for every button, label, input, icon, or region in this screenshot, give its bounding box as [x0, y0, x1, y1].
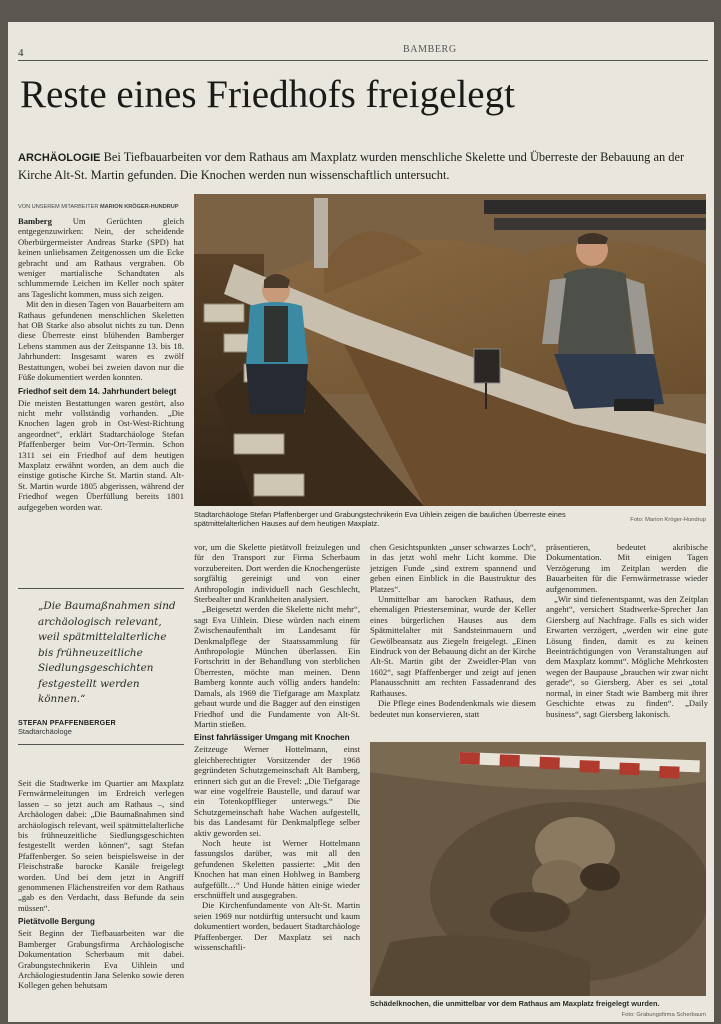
headline: Reste eines Friedhofs freigelegt: [20, 73, 515, 116]
col2-paragraph-1: vor, um die Skelette pietätvoll freizulegen und für den Transport zur Firma Scherbaum vorzubereiten. Dort werden die Knochengerüste sorgfältig gereinigt und von einer Anthropologin individuell nach Geschlecht, Sterbealter und Krankheiten analysiert.: [194, 542, 360, 605]
col1b-paragraph-2: Seit Beginn der Tiefbauarbeiten war die Bamberger Grabungsfirma Archäologische Dokumentation Scherbaum mit dabei. Grabungstechnikerin Eva Uihlein und Archäologiestudentin Jana Selenko sowie deren Kollegen gehen behutsam: [18, 928, 184, 991]
byline-author: MARION KRÖGER-HUNDRUP: [99, 204, 179, 210]
section-name: BAMBERG: [403, 44, 457, 55]
quote-bottom-rule: [18, 744, 184, 745]
col1b-paragraph-1: Seit die Stadtwerke im Quartier am Maxplatz Fernwärmeleitungen im Erdreich verlegen lassen – so jetzt auch am Rathaus –, sind Archäologen dabei: „Die Baumaßnahmen sind archäologisch relevant, weil spätmittelalterliche bis frühneuzeitliche Siedlungsgeschichten festgestellt werden können“, sagt Stefan Pfaffenberger. So seien beispielsweise in der Fleischstraße barocke Kanäle freigelegt worden. Und bei dem jetzt in Angriff genommenen Flächenstreifen vor dem Rathaus „gab es den Verdacht, dass Befunde da sein müssen“.: [18, 778, 184, 913]
page-number: 4: [18, 47, 24, 59]
skull-photo: [370, 742, 706, 996]
column-2: [194, 542, 360, 952]
column-4: [546, 542, 708, 719]
newspaper-page: [8, 22, 714, 1022]
column-3: [370, 542, 536, 719]
top-photo-caption: Stadtarchäologe Stefan Pfaffenberger und Grabungstechnikerin Eva Uihlein zeigen die baulichen Überreste eines spätmittelalterlichen Hauses auf dem heutigen Maxplatz.: [194, 510, 566, 528]
byline-prefix: VON UNSEREM MITARBEITER: [18, 204, 99, 210]
col2-subhead: Einst fahrlässiger Umgang mit Knochen: [194, 733, 350, 743]
col1-paragraph-1: Bamberg Um Gerüchten gleich entgegenzuwirken: Nein, der scheidende Oberbürgermeister Andreas Starke (SPD) hat keinen unliebsamen Zeitgenossen um die Ecke gebracht und am Rathaus vergraben. Ob weniger martialische Schandtaten als schlummernde Leichen im Keller noch später ans Tageslicht kommen, muss sich zeigen.: [18, 216, 184, 299]
column-1-bottom: [18, 778, 184, 991]
quote-role: Stadtarchäologe: [18, 726, 72, 736]
quote-name: STEFAN PFAFFENBERGER: [18, 717, 116, 727]
col2-paragraph-5: Die Kirchenfundamente von Alt-St. Martin seien 1969 nur notdürftig untersucht und kaum dokumentiert worden, bedauert Stadtarchäologe Pfaffenberger. Der Maxplatz sei nach wissenschaftli-: [194, 900, 360, 953]
col2-paragraph-2: „Beigesetzt werden die Skelette nicht mehr“, sagt Eva Uihlein. Diese würden nach einem Zwischenaufenthalt im Landesamt für Denkmalpflege der Staatssammlung für Anthropologie München überlassen. Ein Fortschritt in der Behandlung von sterblichen Überresten, möchte man meinen. Denn Bamberg konnte auch völlig anders handeln: Damals, als 1969 die Tiefgarage am Maxplatz gebaut wurde und die Bagger auf den einstigen Friedhof und die Fundamente von Alt-St. Martin stießen.: [194, 604, 360, 729]
col3-paragraph-2: Unmittelbar am barocken Rathaus, dem ehemaligen Priesterseminar, wurde der Keller eines bürgerlichen Hauses aus dem Spätmittelalter mit Sandsteinmauern und Gewölbeansatz aus Ziegeln freigelegt. „Einen Eindruck von der Bebauung dicht an der Kirche Alt-St. Martin gibt der Zweidler-Plan von 1602“, sagt Pfaffenberger und zeigt auf jenen Planausschnitt am rechten Fassadenrand des Rathauses.: [370, 594, 536, 698]
quote-top-rule: [18, 588, 184, 589]
column-1-top: [18, 216, 184, 512]
byline: [18, 204, 179, 210]
top-photo-credit: Foto: Marion Kröger-Hundrup: [630, 517, 706, 523]
col3-paragraph-3: Die Pflege eines Bodendenkmals wie diesem bedeutet nun konservieren, statt: [370, 698, 536, 719]
bottom-photo-credit: Foto: Grabungsfirma Scherbaum: [621, 1012, 706, 1018]
col2-paragraph-3: Zeitzeuge Werner Hottelmann, einst gleichberechtigter Vorsitzender der 1968 gegründeten Schutzgemeinschaft Alt Bamberg, erinnert sich gut an die Frevel: „Die Tiefgarage war eine vogelfreie Baustelle, und darauf war ein Totenkopfflieger unterwegs.“ Die Schutzgemeinschaft habe Wachen aufgestellt, bis das Landesamt für Denkmalpflege selber aktiv geworden sei.: [194, 744, 360, 838]
col4-paragraph-1: präsentieren, bedeutet akribische Dokumentation. Mit einigen Tagen Verzögerung im Zeitplan werden die Bauarbeiten für die Fernwärmetrasse wieder aufgenommen.: [546, 542, 708, 594]
col4-paragraph-2: „Wir sind tiefenentspannt, was den Zeitplan angeht“, versichert Stadtwerke-Sprecher Jan Giersberg auf Nachfrage. Falls es sich wider Erwarten verzögert, „werden wir eine gute Lösung finden, damit es zu keinen Beeinträchtigungen von Veranstaltungen auf dem Maxplatz kommt“. Mögliche Mehrkosten wegen der Baupause „brauchen wir zwar nicht gerade“, so Giersberg. Aber es sei „total normal, in einer Stadt wie Bamberg mit ihrer Geschichte etwas zu finden“. „Daily business“, sagt Giersberg lakonisch.: [546, 594, 708, 719]
quote-text: „Die Baumaßnahmen sind archäologisch relevant, weil spätmittelalterliche bis frühneuzeitliche Siedlungsgeschichten festgestellt werden können.“: [38, 600, 176, 705]
skull-photo-illustration: [370, 742, 706, 996]
pull-quote: [18, 588, 184, 745]
excavation-photo-illustration: [194, 194, 706, 506]
col2-paragraph-4: Noch heute ist Werner Hottelmann fassungslos darüber, was mit all den gefundenen Skeletten passierte: „Mit den Knochen hat man einen Hohlweg in Bamberg aufgefüllt…“ Und Hunde hätten einige wieder erschnüffelt und ausgegraben.: [194, 837, 360, 900]
col1-subhead: Friedhof seit dem 14. Jahrhundert belegt: [18, 386, 177, 396]
col1-paragraph-3: Die meisten Bestattungen waren gestört, also nicht mehr vollständig vorhanden. „Die Knochen lagen grob in Ost-West-Richtung angeordnet“, erklärt Stadtarchäologe Stefan Pfaffenberger beim Vor-Ort-Termin. Schon 1311 sei ein Friedhof auf dem heutigen Maxplatz erwähnt worden, an dem auch die einstige gotische Kirche St. Martin stand. Alt-St. Martin wurde 1805 abgerissen, während der Friedhof wegen Überfüllung bereits 1801 aufgegeben worden war.: [18, 397, 184, 512]
teaser-text: Bei Tiefbauarbeiten vor dem Rathaus am Maxplatz wurden menschliche Skelette und Überreste der Bebauung an der Kirche Alt-St. Martin gefunden. Die Knochen werden nun wissenschaftlich untersucht.: [18, 150, 685, 182]
bottom-photo-caption: Schädelknochen, die unmittelbar vor dem Rathaus am Maxplatz freigelegt wurden.: [370, 999, 660, 1008]
col1-paragraph-2: Mit den in diesen Tagen von Bauarbeitern am Rathaus gefundenen menschlichen Skeletten hat OB Starke also absolut nichts zu tun. Denn diese Überreste einst blühenden Bamberger Lebens stammen aus der Zeitspanne 13. bis 18. Jahrhundert: Insgesamt waren es zwölf Bestattungen, wobei bei zweien davon nur die Füße dokumentiert werden konnten.: [18, 299, 184, 383]
teaser-label: ARCHÄOLOGIE: [18, 152, 101, 164]
dateline: Bamberg: [18, 216, 52, 226]
col1b-subhead: Pietätvolle Bergung: [18, 917, 95, 927]
excavation-photo: [194, 194, 706, 506]
header-rule: [18, 60, 708, 61]
col3-paragraph-1: chen Gesichtspunkten „unser schwarzes Loch“, in das jetzt wohl mehr Licht komme. Die jetzigen Funde „sind extrem spannend und geben einen Einblick in die Baustruktur des Platzes“.: [370, 542, 536, 594]
teaser: [18, 149, 708, 184]
